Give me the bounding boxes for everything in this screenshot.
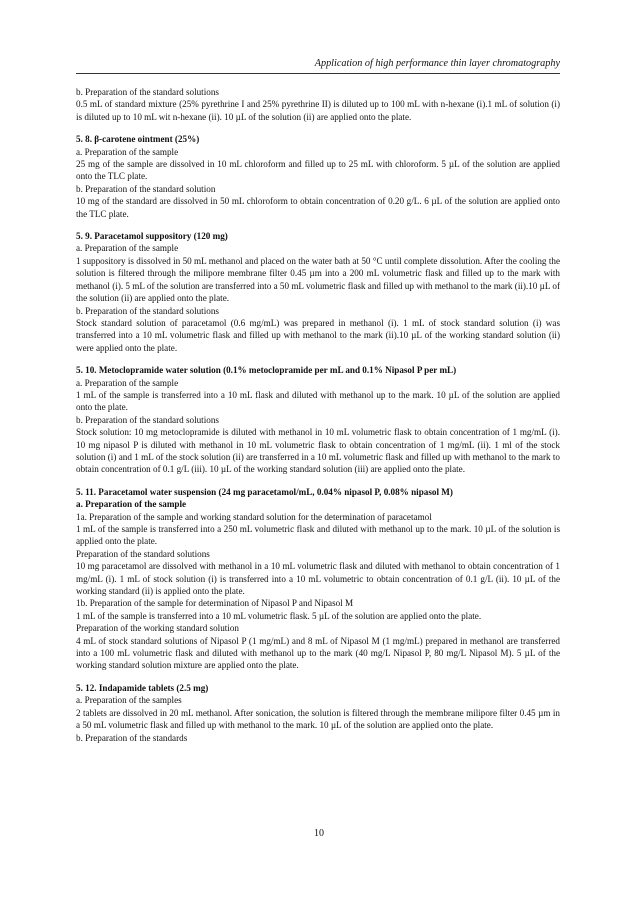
section-5-11 [76, 486, 560, 672]
section-5-12 [76, 682, 560, 744]
paragraph: a. Preparation of the sample [76, 377, 179, 388]
paragraph: 10 mg paracetamol are dissolved with methanol in a 10 mL volumetric flask and diluted with methanol to obtain concentration of 1 mg/mL (i). 1 mL of stock solution (i) is transferred into a 10 mL volumetric to obtain concentration of 0.1 g/L (ii). 10 µL of the working standard (ii) is applied onto the plate. [76, 561, 560, 597]
paragraph: b. Preparation of the standards [76, 732, 188, 743]
page-number: 10 [314, 828, 324, 839]
paragraph: b. Preparation of the standard solutions [76, 414, 219, 425]
section-heading: 5. 8. β-carotene ointment (25%) [76, 134, 200, 145]
section-5-8 [76, 133, 560, 220]
section-5-9 [76, 230, 560, 354]
paragraph: a. Preparation of the sample [76, 243, 179, 254]
paragraph: 1 suppository is dissolved in 50 mL methanol and placed on the water bath at 50 °C until complete dissolution. After the cooling the solution is filtered through the milipore membrane filter 0.45 µm into a 200 mL volumetric flask and filled up to the mark with methanol (i). 5 mL of the solution are transferred into a 50 mL volumetric flask and filled up with methanol to the mark (ii).10 µL of the solution (ii) are applied onto the plate. [76, 255, 560, 304]
running-header: Application of high performance thin layer chromatography [76, 58, 560, 74]
paragraph: b. Preparation of the standard solutions [76, 87, 219, 97]
paragraph: 1b. Preparation of the sample for determination of Nipasol P and Nipasol M [76, 598, 354, 609]
paragraph: 25 mg of the sample are dissolved in 10 mL chloroform and filled up to 25 mL with chloroform. 5 µL of the solution are applied onto the TLC plate. [76, 159, 560, 182]
section-heading: 5. 11. Paracetamol water suspension (24 mg paracetamol/mL, 0.04% nipasol P, 0.08% nipasol M) [76, 486, 453, 497]
paragraph: b. Preparation of the standard solutions [76, 305, 219, 316]
section-heading: 5. 12. Indapamide tablets (2.5 mg) [76, 682, 209, 693]
paragraph: Stock solution: 10 mg metoclopramide is diluted with methanol in 10 mL volumetric flask to obtain concentration of 1 mg/mL (i). 10 mg nipasol P is diluted with methanol in 10 mL volumetric flask to obtain concentration of 1 mg/mL (ii). 1 ml of the stock solution (i) and 1 mL of the stock solution (ii) are transferred in a 10 mL volumetric flask and filled up with methanol to the mark to obtain concentration of 0.1 g/L (iii). 10 µL of the working standard solution (iii) are applied onto the plate. [76, 427, 560, 475]
section-5-10 [76, 364, 560, 476]
section-heading: 5. 9. Paracetamol suppository (120 mg) [76, 231, 228, 242]
paragraph: b. Preparation of the standard solution [76, 183, 216, 194]
paragraph: 1 mL of the sample is transferred into a 10 mL volumetric flask. 5 µL of the solution are applied onto the plate. [76, 610, 482, 621]
paragraph: 1a. Preparation of the sample and working standard solution for the determination of paracetamol [76, 511, 432, 522]
page-content [76, 86, 560, 754]
paragraph: Stock standard solution of paracetamol (0.6 mg/mL) was prepared in methanol (i). 1 mL of stock standard solution (i) was transferred into a 10 mL volumetric flask and filled up with methanol to the mark (ii).10 µL of the working standard solution (ii) were applied onto the plate. [76, 317, 560, 353]
paragraph: Preparation of the working standard solution [76, 623, 239, 634]
paragraph: 1 mL of the sample is transferred into a 250 mL volumetric flask and diluted with methanol up to the mark. 10 µL of the solution is applied onto the plate. [76, 524, 560, 547]
section-heading: 5. 10. Metoclopramide water solution (0.1% metoclopramide per mL and 0.1% Nipasol P per mL) [76, 365, 457, 376]
section-subheading: a. Preparation of the sample [76, 499, 187, 510]
paragraph: 4 mL of stock standard solutions of Nipasol P (1 mg/mL) and 8 mL of Nipasol M (1 mg/mL) prepared in methanol are transferred into a 100 mL volumetric flask and diluted with methanol up to the mark (40 mg/L Nipasol P, 80 mg/L Nipasol M). 5 µL of the working standard solution mixture are applied onto the plate. [76, 635, 560, 671]
paragraph: 2 tablets are dissolved in 20 mL methanol. After sonication, the solution is filtered through the membrane milipore filter 0.45 µm in a 50 mL volumetric flask and filled up with methanol to the mark. 10 µL of the solution are applied onto the plate. [76, 707, 560, 731]
paragraph: Preparation of the standard solutions [76, 548, 210, 559]
paragraph: 0.5 mL of standard mixture (25% pyrethrine I and 25% pyrethrine II) is diluted up to 100 mL with n-hexane (i).1 mL of solution (i) is diluted up to 10 mL wit n-hexane (ii). 10 µL of the solution (ii) are applied onto the plate. [76, 99, 560, 122]
paragraph: 1 mL of the sample is transferred into a 10 mL flask and diluted with methanol up to the mark. 10 µL of the solution are applied onto the plate. [76, 389, 560, 413]
paragraph: a. Preparation of the samples [76, 695, 182, 706]
section-standard-solutions [76, 86, 560, 123]
paragraph: a. Preparation of the sample [76, 146, 179, 157]
paragraph: 10 mg of the standard are dissolved in 50 mL chloroform to obtain concentration of 0.20 g/L. 6 µL of the solution are applied onto the TLC plate. [76, 196, 560, 219]
